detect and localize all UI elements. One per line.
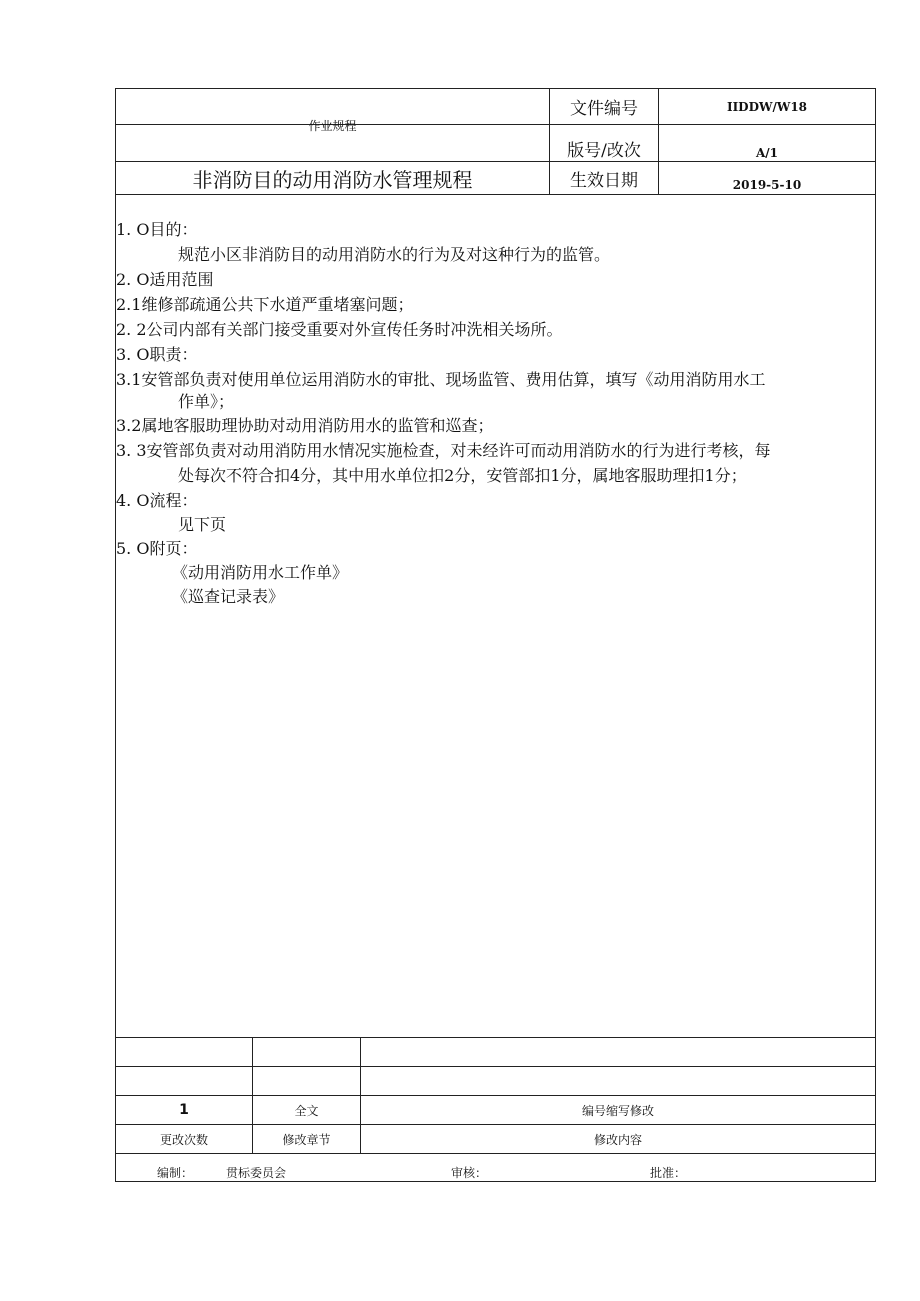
paragraph: 处每次不符合扣4分，其中用水单位扣2分，安管部扣1分，属地客服助理扣1分； [178, 466, 747, 485]
paragraph: 3. 3安管部负责对动用消防用水情况实施检查，对未经许可而动用消防水的行为进行考核，每 [116, 441, 771, 460]
divider [115, 1153, 876, 1154]
paragraph: 见下页 [178, 515, 227, 534]
prepared-label: 编制： [157, 1165, 194, 1180]
section-heading: 2. O适用范围 [116, 270, 214, 289]
section-heading: 1. O目的： [116, 220, 198, 239]
section-heading: 3. O职责： [116, 345, 198, 364]
paragraph: 2.1维修部疏通公共下水道严重堵塞问题； [116, 295, 414, 314]
prepared-value: 贯标委员会 [226, 1165, 287, 1180]
divider [115, 1066, 876, 1067]
appendix-item: 《动用消防用水工作单》 [172, 563, 349, 582]
revision-section: 全文 [294, 1103, 319, 1118]
paragraph: 规范小区非消防目的动用消防水的行为及对这种行为的监管。 [178, 245, 611, 264]
file-no-value: IIDDW/W18 [726, 99, 808, 114]
doc-type: 作业规程 [308, 118, 357, 133]
paragraph: 3.1安管部负责对使用单位运用消防水的审批、现场监管、费用估算，填写《动用消防用水工 [116, 370, 766, 389]
revision-content: 编号缩写修改 [581, 1103, 654, 1118]
section-heading: 4. O流程： [116, 491, 198, 510]
col-header-section: 修改章节 [282, 1132, 331, 1147]
file-no-label: 文件编号 [570, 99, 638, 119]
review-label: 审核： [451, 1165, 488, 1180]
effective-label: 生效日期 [570, 170, 638, 191]
approve-label: 批准： [650, 1165, 687, 1180]
paragraph: 3.2属地客服助理协助对动用消防用水的监管和巡查； [116, 416, 494, 435]
page-title: 非消防目的动用消防水管理规程 [192, 167, 473, 192]
version-value: A/1 [755, 146, 779, 160]
section-heading: 5. O附页： [116, 539, 198, 558]
revision-count: 1 [179, 1102, 189, 1118]
paragraph: 2. 2公司内部有关部门接受重要对外宣传任务时冲洗相关场所。 [116, 320, 563, 339]
divider [115, 1037, 876, 1038]
paragraph: 作单》； [178, 392, 235, 411]
version-label: 版号/改次 [567, 141, 641, 161]
col-header-content: 修改内容 [593, 1132, 642, 1147]
effective-value: 2019-5-10 [732, 178, 802, 192]
col-header-count: 更改次数 [159, 1132, 208, 1147]
appendix-item: 《巡查记录表》 [172, 587, 285, 606]
